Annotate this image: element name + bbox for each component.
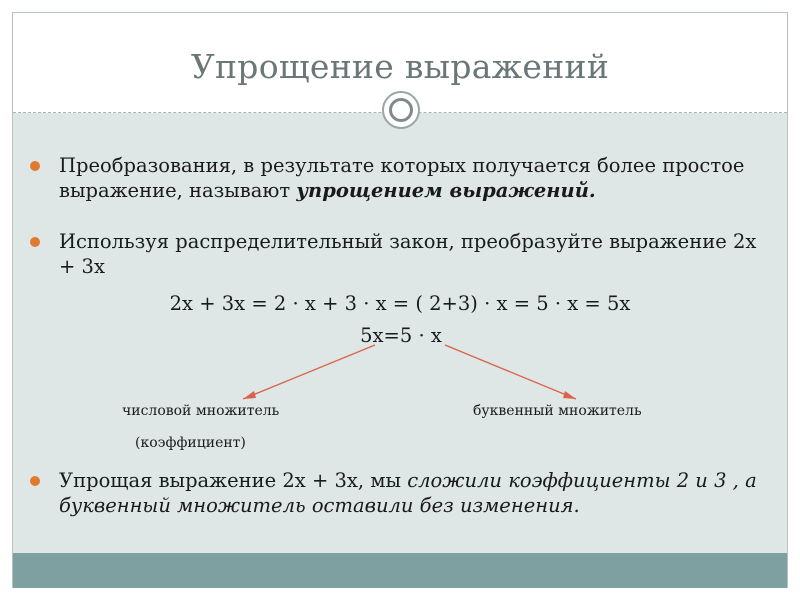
letter-factor-label: буквенный множитель [473, 403, 642, 419]
arrowhead-right [563, 391, 576, 399]
bullet-icon [30, 476, 40, 486]
arrow-to-numeric-factor [243, 345, 375, 399]
arrow-to-letter-factor [445, 345, 576, 399]
conclusion-text: Упрощая выражение 2х + 3х, мы [59, 469, 408, 492]
slide-footer-bar [13, 553, 787, 588]
task-paragraph: Используя распределительный закон, преобразуйте выражение 2х + 3х [59, 230, 757, 278]
slide-content [13, 113, 787, 553]
slide [12, 12, 788, 588]
conclusion-paragraph [59, 468, 769, 518]
slide-title: Упрощение выражений [190, 47, 610, 86]
conclusion-emphasis: сложили коэффициенты 2 и 3 , а буквенный множитель оставили без изменения. [59, 469, 757, 517]
formula-line-2: 5х=5 · х [360, 324, 442, 347]
definition-term: упрощением выражений. [296, 179, 596, 202]
definition-text: Преобразования, в результате которых получается более простое выражение, называют [59, 154, 745, 202]
formula-line-1: 2х + 3х = 2 · х + 3 · х = ( 2+3) · х = 5 · х = 5х [169, 292, 631, 315]
arrowhead-left [243, 391, 256, 399]
ring-ornament-icon [382, 91, 420, 129]
coefficient-label: (коэффициент) [135, 435, 246, 451]
numeric-factor-label: числовой множитель [122, 403, 280, 419]
